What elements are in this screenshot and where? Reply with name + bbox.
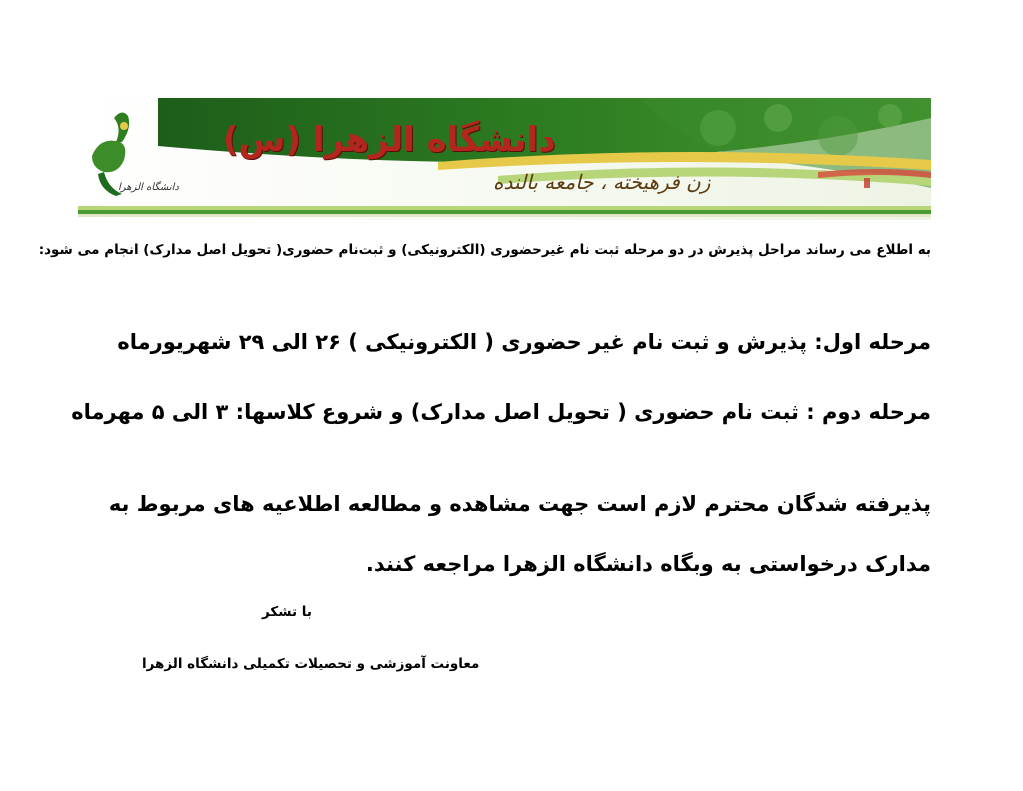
university-banner xyxy=(78,98,931,220)
announcement-intro: به اطلاع می رساند مراحل پذیرش در دو مرحله ثبت نام غیرحضوری (الکترونیکی) و ثبت‌نام حضوری( تحویل اصل مدارک) انجام می شود: xyxy=(38,242,931,258)
logo-caption: دانشگاه الزهرا xyxy=(118,182,179,193)
stage-one-text: مرحله اول: پذیرش و ثبت نام غیر حضوری ( الکترونیکی ) ۲۶ الی ۲۹ شهریورماه xyxy=(117,330,931,354)
admitted-students-note: پذیرفته شدگان محترم لازم است جهت مشاهده و مطالعه اطلاعیه های مربوط به مدارک درخواستی به وبگاه دانشگاه الزهرا مراجعه کنند. xyxy=(108,492,931,576)
thanks-text: با تشکر xyxy=(262,604,312,620)
university-name-title: دانشگاه الزهرا (س) xyxy=(223,120,556,160)
signature-text: معاونت آموزشی و تحصیلات تکمیلی دانشگاه الزهرا xyxy=(142,656,480,672)
university-slogan: زن فرهیخته ، جامعه بالنده xyxy=(493,170,711,194)
stage-two-text: مرحله دوم : ثبت نام حضوری ( تحویل اصل مدارک) و شروع کلاسها: ۳ الی ۵ مهرماه xyxy=(71,400,931,424)
